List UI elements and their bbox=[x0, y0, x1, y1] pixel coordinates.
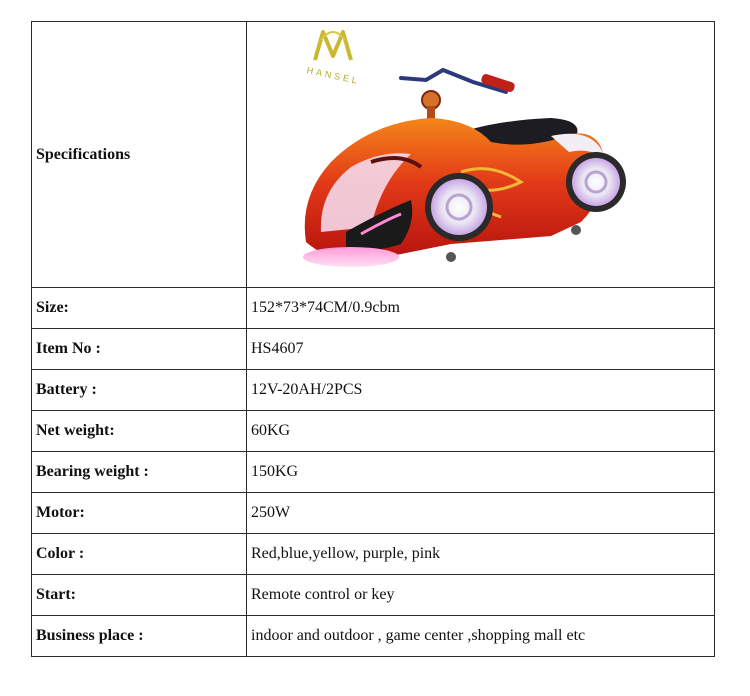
spec-row bbox=[32, 411, 715, 452]
spec-value: Red,blue,yellow, purple, pink bbox=[247, 534, 715, 575]
spec-value: 250W bbox=[247, 493, 715, 534]
spec-table bbox=[31, 21, 715, 657]
rear-wheel bbox=[566, 152, 626, 212]
specifications-label: Specifications bbox=[32, 22, 247, 288]
spec-row bbox=[32, 452, 715, 493]
spec-label: Battery : bbox=[32, 370, 247, 411]
spec-label: Item No : bbox=[32, 329, 247, 370]
spec-row bbox=[32, 288, 715, 329]
spec-row bbox=[32, 534, 715, 575]
svg-text:HANSEL: HANSEL bbox=[305, 65, 361, 87]
spec-value: HS4607 bbox=[247, 329, 715, 370]
spec-row bbox=[32, 329, 715, 370]
spec-label: Motor: bbox=[32, 493, 247, 534]
spec-label: Business place : bbox=[32, 616, 247, 657]
spec-label: Size: bbox=[32, 288, 247, 329]
spec-value: 60KG bbox=[247, 411, 715, 452]
spec-row bbox=[32, 616, 715, 657]
front-wheel bbox=[425, 173, 493, 241]
product-photo bbox=[251, 22, 710, 287]
spec-value: 152*73*74CM/0.9cbm bbox=[247, 288, 715, 329]
product-photo-cell bbox=[247, 22, 715, 288]
motorcycle-ride-image bbox=[251, 22, 717, 287]
spec-value: 12V-20AH/2PCS bbox=[247, 370, 715, 411]
brand-logo bbox=[306, 32, 361, 86]
spec-label: Bearing weight : bbox=[32, 452, 247, 493]
spec-label: Start: bbox=[32, 575, 247, 616]
spec-row bbox=[32, 493, 715, 534]
spec-value: indoor and outdoor , game center ,shopping mall etc bbox=[247, 616, 715, 657]
spec-row bbox=[32, 370, 715, 411]
spec-value: 150KG bbox=[247, 452, 715, 493]
spec-value: Remote control or key bbox=[247, 575, 715, 616]
spec-label: Net weight: bbox=[32, 411, 247, 452]
spec-row bbox=[32, 575, 715, 616]
spec-label: Color : bbox=[32, 534, 247, 575]
header-row bbox=[32, 22, 715, 288]
